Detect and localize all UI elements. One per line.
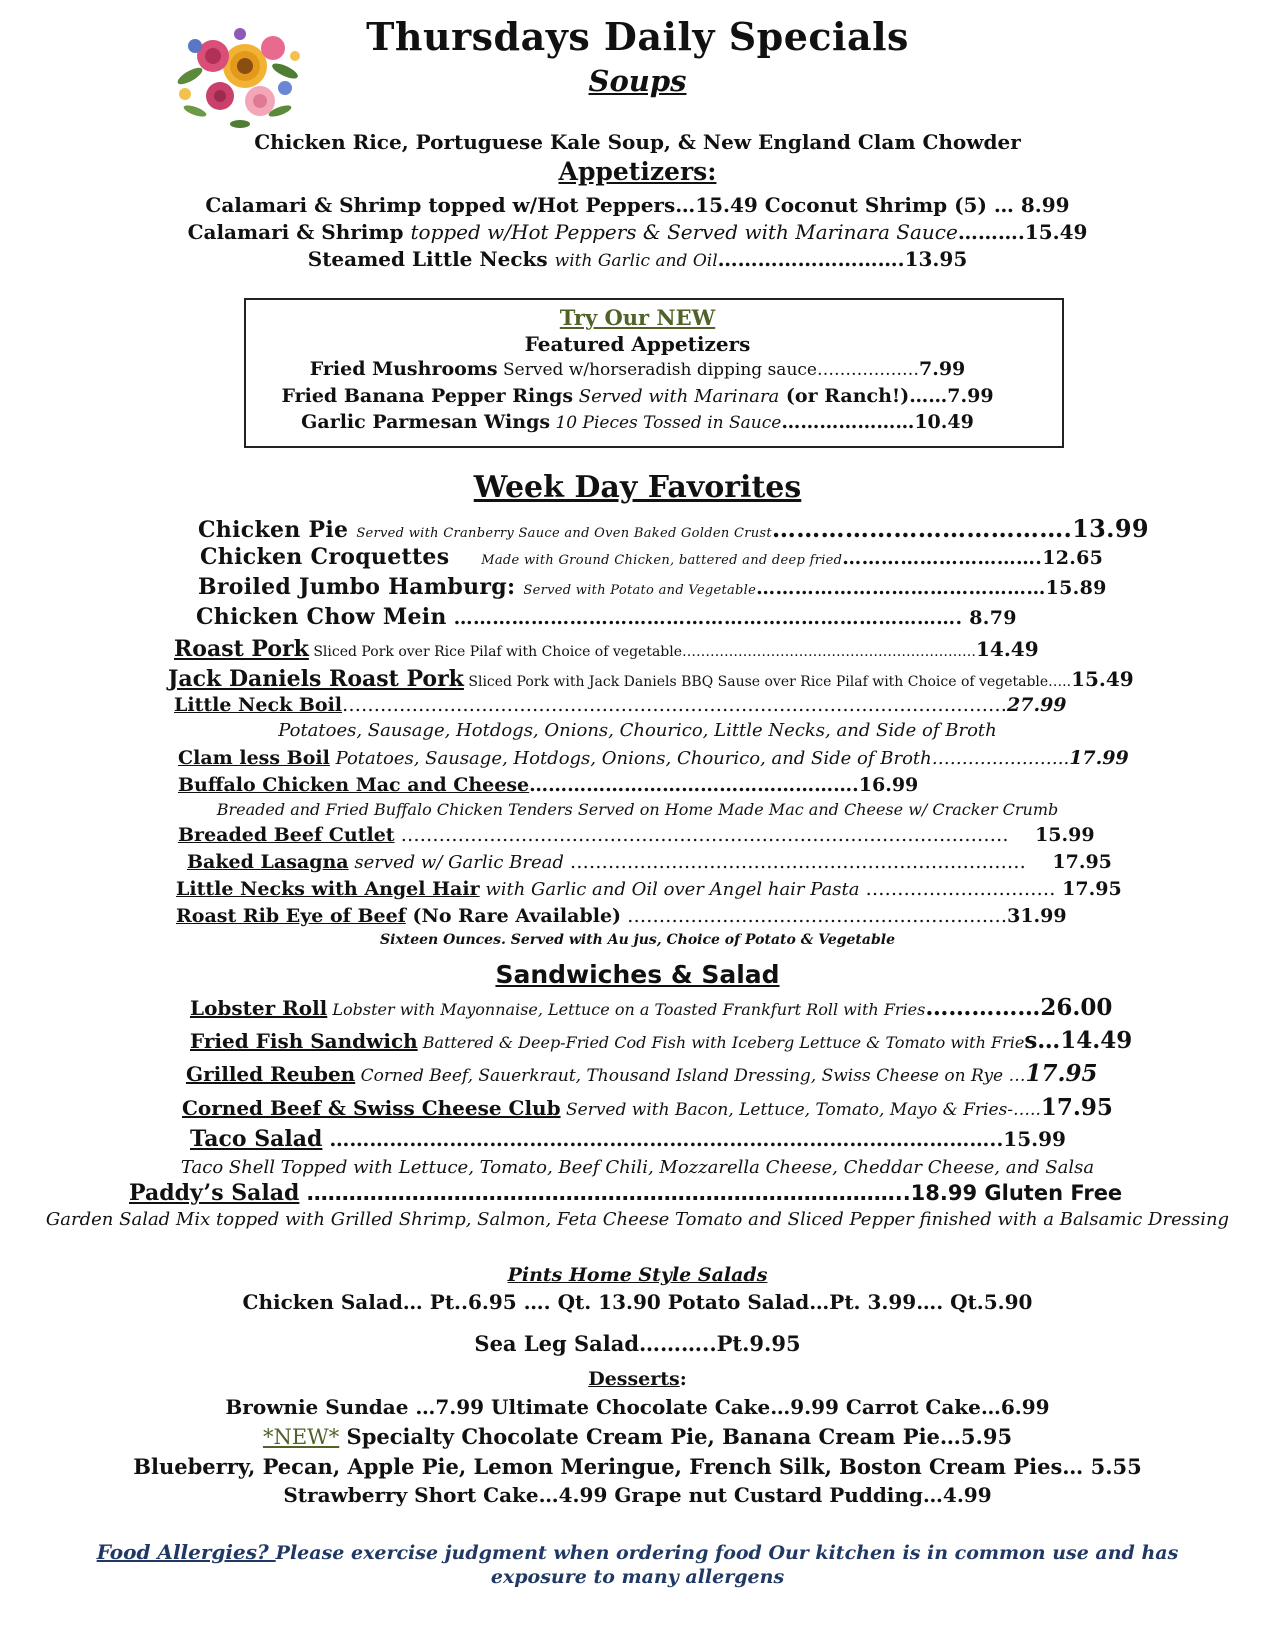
menu-item-little-necks-angel-hair: Little Necks with Angel Hair with Garlic and Oil over Angel hair Pasta ………………………… 17.95 [176, 878, 1122, 900]
menu-item-paddys-salad: Paddy’s Salad …………………………………………………………………………..18.99 Gluten Free [129, 1180, 1123, 1206]
menu-item-grilled-reuben: Grilled Reuben Corned Beef, Sauerkraut, Thousand Island Dressing, Swiss Cheese on Rye …17.95 [186, 1060, 1098, 1087]
sandwiches-heading: Sandwiches & Salad [495, 960, 780, 989]
menu-item-lobster-roll: Lobster Roll Lobster with Mayonnaise, Lettuce on a Toasted Frankfurt Roll with Fries……………26.00 [190, 994, 1113, 1021]
desserts-line-4: Strawberry Short Cake…4.99 Grape nut Custard Pudding…4.99 [283, 1483, 992, 1507]
weekday-favorites-heading: Week Day Favorites [473, 470, 802, 505]
menu-item-broiled-jumbo-hamburg: Broiled Jumbo Hamburg: Served with Potato and Vegetable………………………………………15.89 [198, 574, 1107, 600]
item-name: Steamed Little Necks [307, 247, 548, 271]
rib-eye-desc: Sixteen Ounces. Served with Au jus, Choice of Potato & Vegetable [380, 932, 895, 948]
allergy-label: Food Allergies? [96, 1540, 276, 1564]
pints-heading: Pints Home Style Salads [507, 1264, 768, 1286]
item-desc: with Garlic and Oil [554, 251, 718, 271]
menu-item-chicken-pie: Chicken Pie Served with Cranberry Sauce and Oven Baked Golden Crust……………………………….13.99 [198, 514, 1149, 543]
menu-item-buffalo-chicken-mac: Buffalo Chicken Mac and Cheese…………………………………………….16.99 [178, 774, 919, 796]
appetizer-line-3 [0, 247, 1275, 271]
item-desc: topped w/Hot Peppers & Served with Marinara Sauce [410, 220, 958, 244]
taco-salad-desc: Taco Shell Topped with Lettuce, Tomato, Beef Chili, Mozzarella Cheese, Cheddar Cheese, and Salsa [180, 1157, 1095, 1178]
menu-item-corned-beef-club: Corned Beef & Swiss Cheese Club Served with Bacon, Lettuce, Tomato, Mayo & Fries-…..17.95 [182, 1094, 1113, 1121]
menu-item-taco-salad: Taco Salad ………………………………………………………………………………………..15.99 [190, 1126, 1066, 1152]
soups-list: Chicken Rice, Portuguese Kale Soup, & New England Clam Chowder [254, 130, 1021, 154]
featured-item: Garlic Parmesan Wings 10 Pieces Tossed in Sauce…………………10.49 [301, 411, 974, 433]
menu-item-breaded-beef-cutlet: Breaded Beef Cutlet …………………………………………………………………………………… 15.99 [178, 824, 1095, 846]
pints-line-2: Sea Leg Salad………..Pt.9.95 [474, 1331, 801, 1356]
menu-item-roast-rib-eye: Roast Rib Eye of Beef (No Rare Available) ……………………………………………………31.99 [176, 905, 1067, 927]
menu-item-clam-less-boil: Clam less Boil Potatoes, Sausage, Hotdogs, Onions, Chourico, and Side of Broth…………………..17.99 [178, 747, 1129, 769]
paddys-salad-desc: Garden Salad Mix topped with Grilled Shrimp, Salmon, Feta Cheese Tomato and Sliced Pepper finished with a Balsamic Dressing [45, 1209, 1230, 1230]
new-badge: *NEW* [262, 1425, 340, 1449]
pints-line-1: Chicken Salad… Pt..6.95 …. Qt. 13.90 Potato Salad…Pt. 3.99…. Qt.5.90 [242, 1290, 1033, 1314]
appetizer-line-1: Calamari & Shrimp topped w/Hot Peppers…15.49 Coconut Shrimp (5) … 8.99 [205, 193, 1070, 217]
appetizer-line-2 [0, 220, 1275, 244]
menu-item-jack-daniels-roast-pork: Jack Daniels Roast Pork Sliced Pork with Jack Daniels BBQ Sause over Rice Pilaf with Choice of vegetable…..15.49 [168, 666, 1134, 692]
menu-item-chicken-chow-mein: Chicken Chow Mein ……………………………………………………………………. 8.79 [196, 604, 1017, 630]
featured-item: Fried Banana Pepper Rings Served with Marinara (or Ranch!)……7.99 [281, 385, 994, 407]
item-name: Calamari & Shrimp [187, 220, 404, 244]
soups-heading: Soups [588, 64, 687, 98]
desserts-line-2: *NEW* Specialty Chocolate Cream Pie, Banana Cream Pie…5.95 [262, 1424, 1013, 1449]
page-title: Thursdays Daily Specials [366, 14, 909, 59]
desserts-heading: Desserts: [588, 1368, 687, 1390]
allergy-notice-line-2: exposure to many allergens [490, 1566, 785, 1588]
item-price: ……………………….13.95 [717, 247, 968, 271]
allergy-notice: Food Allergies? Please exercise judgment when ordering food Our kitchen is in common use and has [96, 1540, 1179, 1564]
menu-item-fried-fish-sandwich: Fried Fish Sandwich Battered & Deep-Fried Cod Fish with Iceberg Lettuce & Tomato with Fries…14.49 [190, 1027, 1133, 1054]
featured-heading: Featured Appetizers [524, 332, 751, 356]
item-price: ……….15.49 [957, 220, 1088, 244]
buffalo-chicken-desc: Breaded and Fried Buffalo Chicken Tenders Served on Home Made Mac and Cheese w/ Cracker Crumb [216, 800, 1059, 819]
little-neck-boil-desc: Potatoes, Sausage, Hotdogs, Onions, Chourico, Little Necks, and Side of Broth [278, 720, 997, 741]
desserts-line-3: Blueberry, Pecan, Apple Pie, Lemon Meringue, French Silk, Boston Cream Pies… 5.55 [133, 1454, 1142, 1479]
menu-item-little-neck-boil: Little Neck Boil……………………………………………………………………………………………27.99 [174, 694, 1067, 716]
featured-item: Fried Mushrooms Served w/horseradish dipping sauce………………7.99 [309, 358, 966, 380]
desserts-line-1: Brownie Sundae …7.99 Ultimate Chocolate Cake…9.99 Carrot Cake…6.99 [225, 1395, 1050, 1419]
menu-item-baked-lasagna: Baked Lasagna served w/ Garlic Bread ……………………………………………………………… 17.95 [187, 851, 1112, 873]
menu-item-roast-pork: Roast Pork Sliced Pork over Rice Pilaf with Choice of vegetable………………………………………………………14.49 [174, 636, 1039, 662]
try-our-new-label: Try Our NEW [559, 305, 716, 330]
menu-item-chicken-croquettes: Chicken Croquettes Made with Ground Chicken, battered and deep fried………………………….12.65 [200, 544, 1104, 570]
appetizers-heading: Appetizers: [558, 157, 717, 186]
